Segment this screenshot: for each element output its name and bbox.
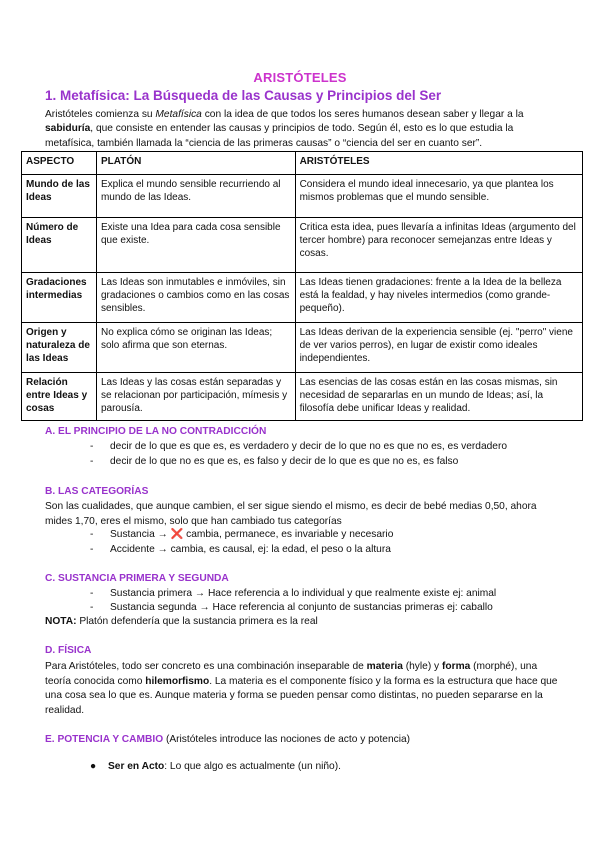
list-item-text: decir de lo que no es que es, es falso y decir de lo que es que no es, es falso [110,456,459,467]
physics-text-4: . La materia es el componente físico y la forma es la estructura que hace que una cosa sea lo que es. Aunque materia y forma se pueden pensar como distintas, no pueden separarse en la realidad. [45,675,558,716]
physics-term-materia: materia [366,661,403,672]
table-cell: Relación entre Ideas y cosas [22,373,97,421]
table-cell: Número de Ideas [22,218,97,273]
list-item-text: decir de lo que es que es, es verdadero y decir de lo que no es que no es, es verdadero [110,441,508,452]
table-cell: Las esencias de las cosas están en las cosas mismas, sin necesidad de separarlas en un mundo de Ideas; así, la filosofía debe unificar Ideas y realidad. [295,373,582,421]
intro-text-2: con la idea de que todos los seres humanos desean saber y llegar a la [201,109,524,120]
section-e-heading-line [45,733,560,748]
document-title: ARISTÓTELES [253,70,347,85]
table-row [22,373,583,421]
intro-emphasis: Metafísica [155,109,202,120]
table-row [22,323,583,373]
physics-text-2: (hyle) y [402,661,442,672]
section-a-heading: A. EL PRINCIPIO DE LA NO CONTRADICCIÓN [45,426,267,437]
physics-term-forma: forma [441,661,471,672]
section-d-heading: D. FÍSICA [45,645,92,656]
table-cell: Critica esta idea, pues llevaría a infinitas Ideas (argumento del tercer hombre) para reconocer semejanzas entre Ideas y cosas. [295,218,582,273]
table-cell: Las Ideas derivan de la experiencia sensible (ej. "perro" viene de ver varios perros), en lugar de existir como ideales independientes. [295,323,582,373]
table-header-row [22,152,583,175]
comparison-table [21,151,583,421]
table-cell: Las Ideas tienen gradaciones: frente a la Idea de la belleza está la fealdad, y hay niveles intermedios (como grande-pequeño). [295,273,582,323]
bullet-icon: ● [90,761,97,772]
list-item-text [110,529,393,540]
section-c-note [45,615,560,630]
table-cell: Existe una Idea para cada cosa sensible que existe. [96,218,295,273]
table-header: ARISTÓTELES [295,152,582,175]
table-cell: Gradaciones intermedias [22,273,97,323]
table-header: ASPECTO [22,152,97,175]
table-cell: Considera el mundo ideal innecesario, ya que plantea los mismos problemas que el mundo sensible. [295,175,582,218]
section-1-heading: 1. Metafísica: La Búsqueda de las Causas y Principios del Ser [45,88,442,103]
note-label: NOTA: [45,616,77,627]
intro-text-3: , que consiste en entender las causas y principios de todo. Según él, esto es lo que estudia la metafísica, también llamada la “ciencia de las primeras causas” o “ciencia del ser en cuanto ser”. [45,123,514,149]
physics-text-1: Para Aristóteles, todo ser concreto es una combinación inseparable de [45,661,367,672]
table-row [22,175,583,218]
section-e-heading: E. POTENCIA Y CAMBIO [45,734,164,745]
list-item-text: Accidente → cambia, es causal, ej: la edad, el peso o la altura [110,544,391,555]
intro-text-1: Aristóteles comienza su [45,109,156,120]
section-b-heading: B. LAS CATEGORÍAS [45,486,149,497]
table-cell: Mundo de las Ideas [22,175,97,218]
list-item-suffix: cambia, permanece, es invariable y necesario [183,529,394,540]
table-header: PLATÓN [96,152,295,175]
list-item-text [108,761,341,772]
table-cell: Explica el mundo sensible recurriendo al mundo de las Ideas. [96,175,295,218]
cross-icon: ❌ [170,529,184,540]
table-row [22,273,583,323]
note-text: Platón defendería que la sustancia primera es la real [76,616,318,627]
list-item-prefix: Sustancia → [110,529,171,540]
table-cell: Origen y naturaleza de las Ideas [22,323,97,373]
intro-strong: sabiduría [45,123,91,135]
section-d-text [45,660,560,718]
list-item-text: Sustancia primera → Hace referencia a lo individual y que realmente existe ej: animal [110,588,497,599]
document-page: ARISTÓTELES 1. Metafísica: La Búsqueda de las Causas y Principios del Ser Aristóteles comienza su Metafísica con la idea de que todos los seres humanos desean saber y llegar a la sabiduría, que consiste en entender las causas y principios de todo. Según él, esto es lo que estudia la metafísica, también llamada la “ciencia de las primeras causas” o “ciencia del ser en cuanto ser”. ASPECTO PLATÓN ARISTÓTELES Mundo de las Ideas Explica el mundo sensible recurriendo al mundo de las Ideas. Considera el mundo ideal innecesario, ya que plantea los mismos problemas que el mundo sensible. Número de Ideas Existe una Idea para cada cosa sensible que existe. Critica esta idea, pues llevaría a infinitas Ideas (argumento del tercer hombre) para reconocer semejanzas entre Ideas y cosas. Gradaciones intermedias Las Ideas son inmutables e inmóviles, sin gradaciones o cambios como en las cosas sensibles. Las Ideas tienen gradaciones: frente a la Idea de la belleza está la fealdad, y hay niveles intermedios (como grande-pequeño). Origen y naturaleza de las Ideas No explica cómo se originan las Ideas; solo afirma que son eternas. Las Ideas derivan de la experiencia sensible (ej. "perro" viene de ver varios perros), en lugar de existir como ideales independientes. Relación entre Ideas y cosas Las Ideas y las cosas están separadas y se relacionan por participación, mímesis y parousía. Las esencias de las cosas están en las cosas mismas, sin necesidad de separarlas en un mundo de Ideas; así, la filosofía debe unificar Ideas y realidad. A. EL PRINCIPIO DE LA NO CONTRADICCIÓN - decir de lo que es que es, es verdadero y decir de lo que no es que no es, es verdadero - decir de lo que no es que es, es falso y decir de lo que es que no es, es falso B. LAS CATEGORÍAS Son las cualidades, que aunque cambien, el ser sigue siendo el mismo, es decir de bebé medias 0,50, ahora mides 1,70, eres el mismo, solo que han cambiado tus categorías - Sustancia → ❌ cambia, permanece, es invariable y necesario - Accidente → cambia, es causal, ej: la edad, el peso o la altura C. SUSTANCIA PRIMERA Y SEGUNDA - Sustancia primera → Hace referencia a lo individual y que realmente existe ej: animal - Sustancia segunda → Hace referencia al conjunto de sustancias primeras ej: caballo NOTA: Platón defendería que la sustancia primera es la real D. FÍSICA Para Aristóteles, todo ser concreto es una combinación inseparable de materia (hyle) y forma (morphé), una teoría conocida como hilemorfismo. La materia es el componente físico y la forma es la estructura que hace que una cosa sea lo que es. Aunque materia y forma se pueden pensar como distintas, no pueden separarse en la realidad. E. POTENCIA Y CAMBIO (Aristóteles introduce las nociones de acto y potencia) ● Ser en Acto: Lo que algo es actualmente (un niño). [0,0,600,848]
physics-text-3: (morphé), una teoría conocida como [45,661,538,687]
physics-term-hilemorfismo: hilemorfismo [145,675,210,687]
section-b-text: Son las cualidades, que aunque cambien, el ser sigue siendo el mismo, es decir de bebé medias 0,50, ahora mides 1,70, eres el mismo, solo que han cambiado tus categorías [45,501,537,527]
list-item-text: Sustancia segunda → Hace referencia al conjunto de sustancias primeras ej: caballo [110,602,493,613]
section-c-heading: C. SUSTANCIA PRIMERA Y SEGUNDA [45,573,229,584]
section-e-subtitle: (Aristóteles introduce las nociones de acto y potencia) [163,734,411,745]
table-row [22,218,583,273]
table-cell: No explica cómo se originan las Ideas; solo afirma que son eternas. [96,323,295,373]
table-cell: Las Ideas y las cosas están separadas y se relacionan por participación, mímesis y parousía. [96,373,295,421]
section-1-intro [45,108,560,151]
table-cell: Las Ideas son inmutables e inmóviles, sin gradaciones o cambios como en las cosas sensibles. [96,273,295,323]
bullet-text: : Lo que algo es actualmente (un niño). [164,761,341,772]
bullet-label: Ser en Acto [108,761,165,772]
